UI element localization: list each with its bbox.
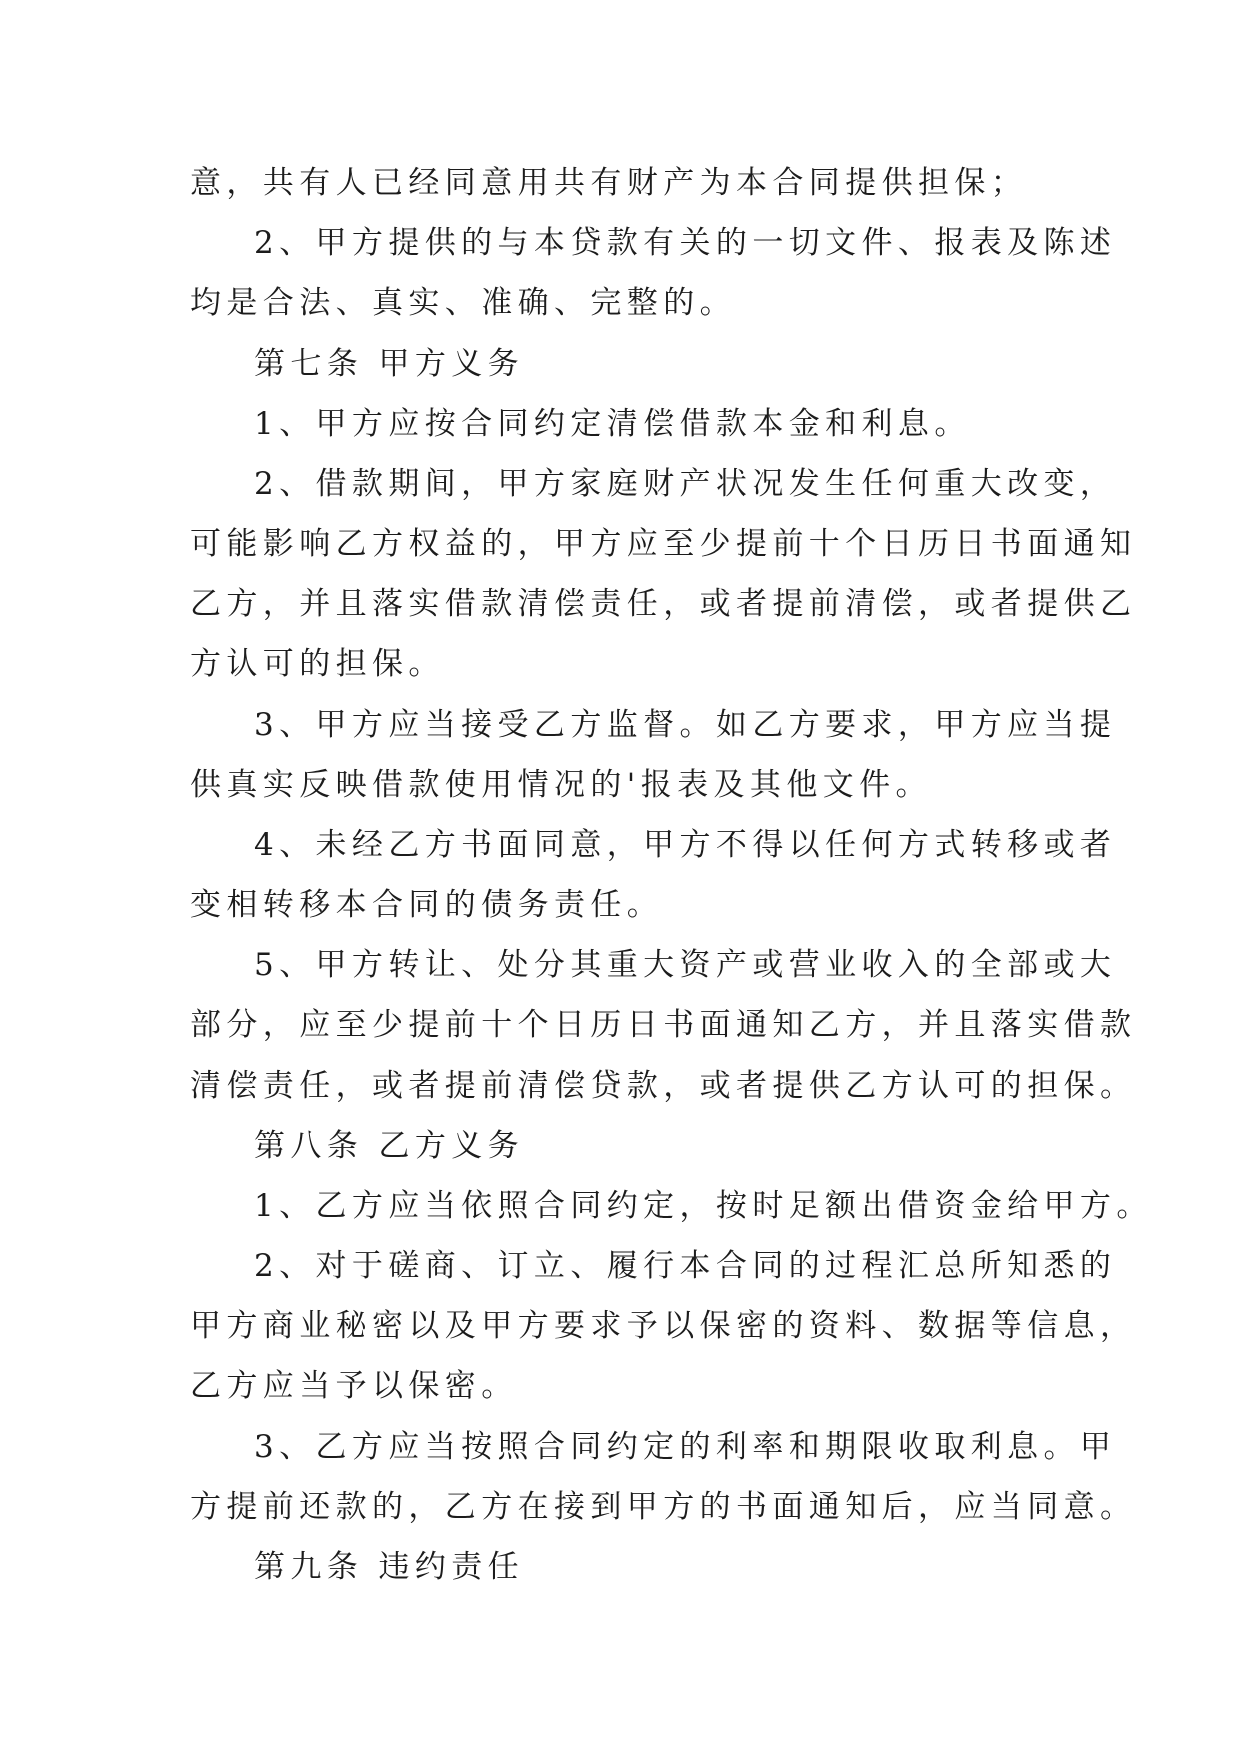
text-line: 2、对于磋商、订立、履行本合同的过程汇总所知悉的 [254,1248,1117,1284]
text-line: 意，共有人已经同意用共有财产为本合同提供担保； [190,165,1028,201]
text-line: 均是合法、真实、准确、完整的。 [190,285,736,321]
text-line: 甲方商业秘密以及甲方要求予以保密的资料、数据等信息， [190,1308,1137,1344]
text-line: 方提前还款的，乙方在接到甲方的书面通知后，应当同意。 [190,1489,1137,1525]
text-line: 变相转移本合同的债务责任。 [190,887,664,923]
text-line: 2、甲方提供的与本贷款有关的一切文件、报表及陈述 [254,225,1117,261]
text-line: 2、借款期间，甲方家庭财产状况发生任何重大改变， [254,466,1117,502]
section-heading: 第九条 违约责任 [254,1549,525,1585]
text-line: 1、乙方应当依照合同约定，按时足额出借资金给甲方。 [254,1188,1153,1224]
text-line: 3、甲方应当接受乙方监督。如乙方要求，甲方应当提 [254,707,1117,743]
text-line: 乙方，并且落实借款清偿责任，或者提前清偿，或者提供乙 [190,586,1137,622]
text-line: 4、未经乙方书面同意，甲方不得以任何方式转移或者 [254,827,1117,863]
text-line: 3、乙方应当按照合同约定的利率和期限收取利息。甲 [254,1429,1117,1465]
text-line: 清偿责任，或者提前清偿贷款，或者提供乙方认可的担保。 [190,1068,1137,1104]
text-line: 供真实反映借款使用情况的'报表及其他文件。 [190,767,932,803]
text-line: 部分，应至少提前十个日历日书面通知乙方，并且落实借款 [190,1007,1137,1043]
text-line: 方认可的担保。 [190,646,445,682]
text-line: 5、甲方转让、处分其重大资产或营业收入的全部或大 [254,947,1117,983]
section-heading: 第七条 甲方义务 [254,346,525,382]
text-line: 可能影响乙方权益的，甲方应至少提前十个日历日书面通知 [190,526,1137,562]
text-line: 1、甲方应按合同约定清偿借款本金和利息。 [254,406,971,442]
section-heading: 第八条 乙方义务 [254,1128,525,1164]
text-line: 乙方应当予以保密。 [190,1368,518,1404]
